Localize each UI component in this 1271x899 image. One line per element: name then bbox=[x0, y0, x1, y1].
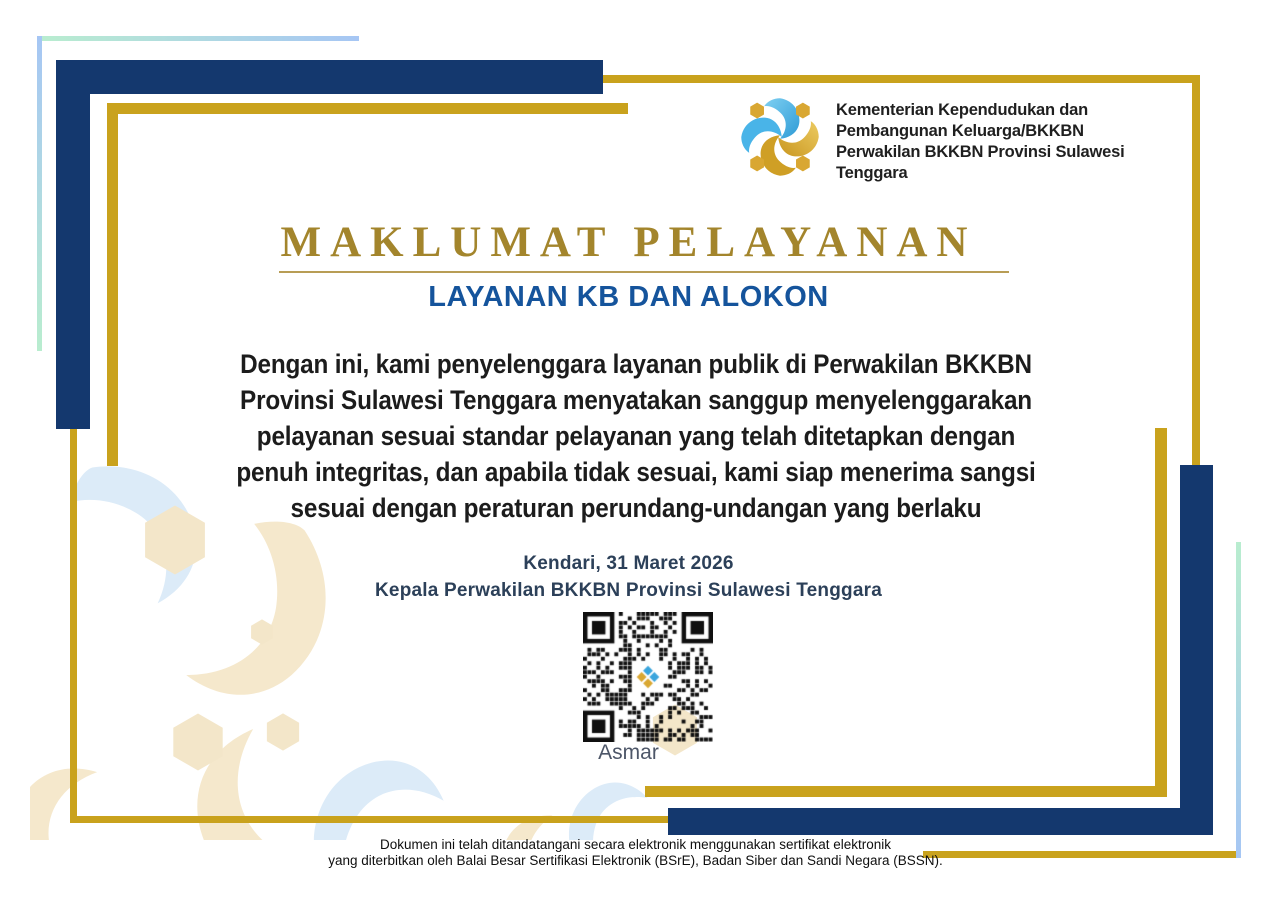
esignature-disclaimer-line1: Dokumen ini telah ditandatangani secara elektronik menggunakan sertifikat elektronik bbox=[379, 837, 892, 852]
page-subtitle: LAYANAN KB DAN ALOKON bbox=[428, 281, 829, 313]
ministry-name-line1: Kementerian Kependudukan dan bbox=[836, 101, 1089, 119]
title-underline bbox=[279, 271, 1009, 273]
ministry-name-line3: Perwakilan BKKBN Provinsi Sulawesi Tenggara bbox=[836, 143, 1125, 182]
ministry-name bbox=[836, 100, 1196, 184]
declaration-line: sesuai dengan peraturan perundang-undangan yang berlaku bbox=[290, 493, 981, 523]
bkkbn-logo-icon bbox=[733, 93, 827, 181]
declaration-line: pelayanan sesuai standar pelayanan yang telah ditetapkan dengan bbox=[256, 421, 1015, 451]
signer-title: Kepala Perwakilan BKKBN Provinsi Sulawesi Tenggara bbox=[375, 580, 882, 601]
esignature-disclaimer-line2: yang diterbitkan oleh Balai Besar Sertifikasi Elektronik (BSrE), Badan Siber dan Sandi Negara (BSSN). bbox=[328, 853, 943, 868]
signer-name: Asmar bbox=[598, 741, 659, 764]
esignature-disclaimer bbox=[0, 837, 1271, 869]
declaration-line: Provinsi Sulawesi Tenggara menyatakan sanggup menyelenggarakan bbox=[239, 385, 1032, 415]
place-date: Kendari, 31 Maret 2026 bbox=[523, 553, 734, 574]
declaration-line: Dengan ini, kami penyelenggara layanan publik di Perwakilan BKKBN bbox=[239, 349, 1032, 379]
page-title: MAKLUMAT PELAYANAN bbox=[280, 219, 977, 266]
declaration-line: penuh integritas, dan apabila tidak sesuai, kami siap menerima sangsi bbox=[235, 457, 1036, 487]
signature-block bbox=[0, 550, 1257, 604]
qr-code bbox=[583, 612, 713, 742]
declaration-paragraph bbox=[141, 346, 1131, 526]
ministry-name-line2: Pembangunan Keluarga/BKKBN bbox=[836, 122, 1084, 140]
